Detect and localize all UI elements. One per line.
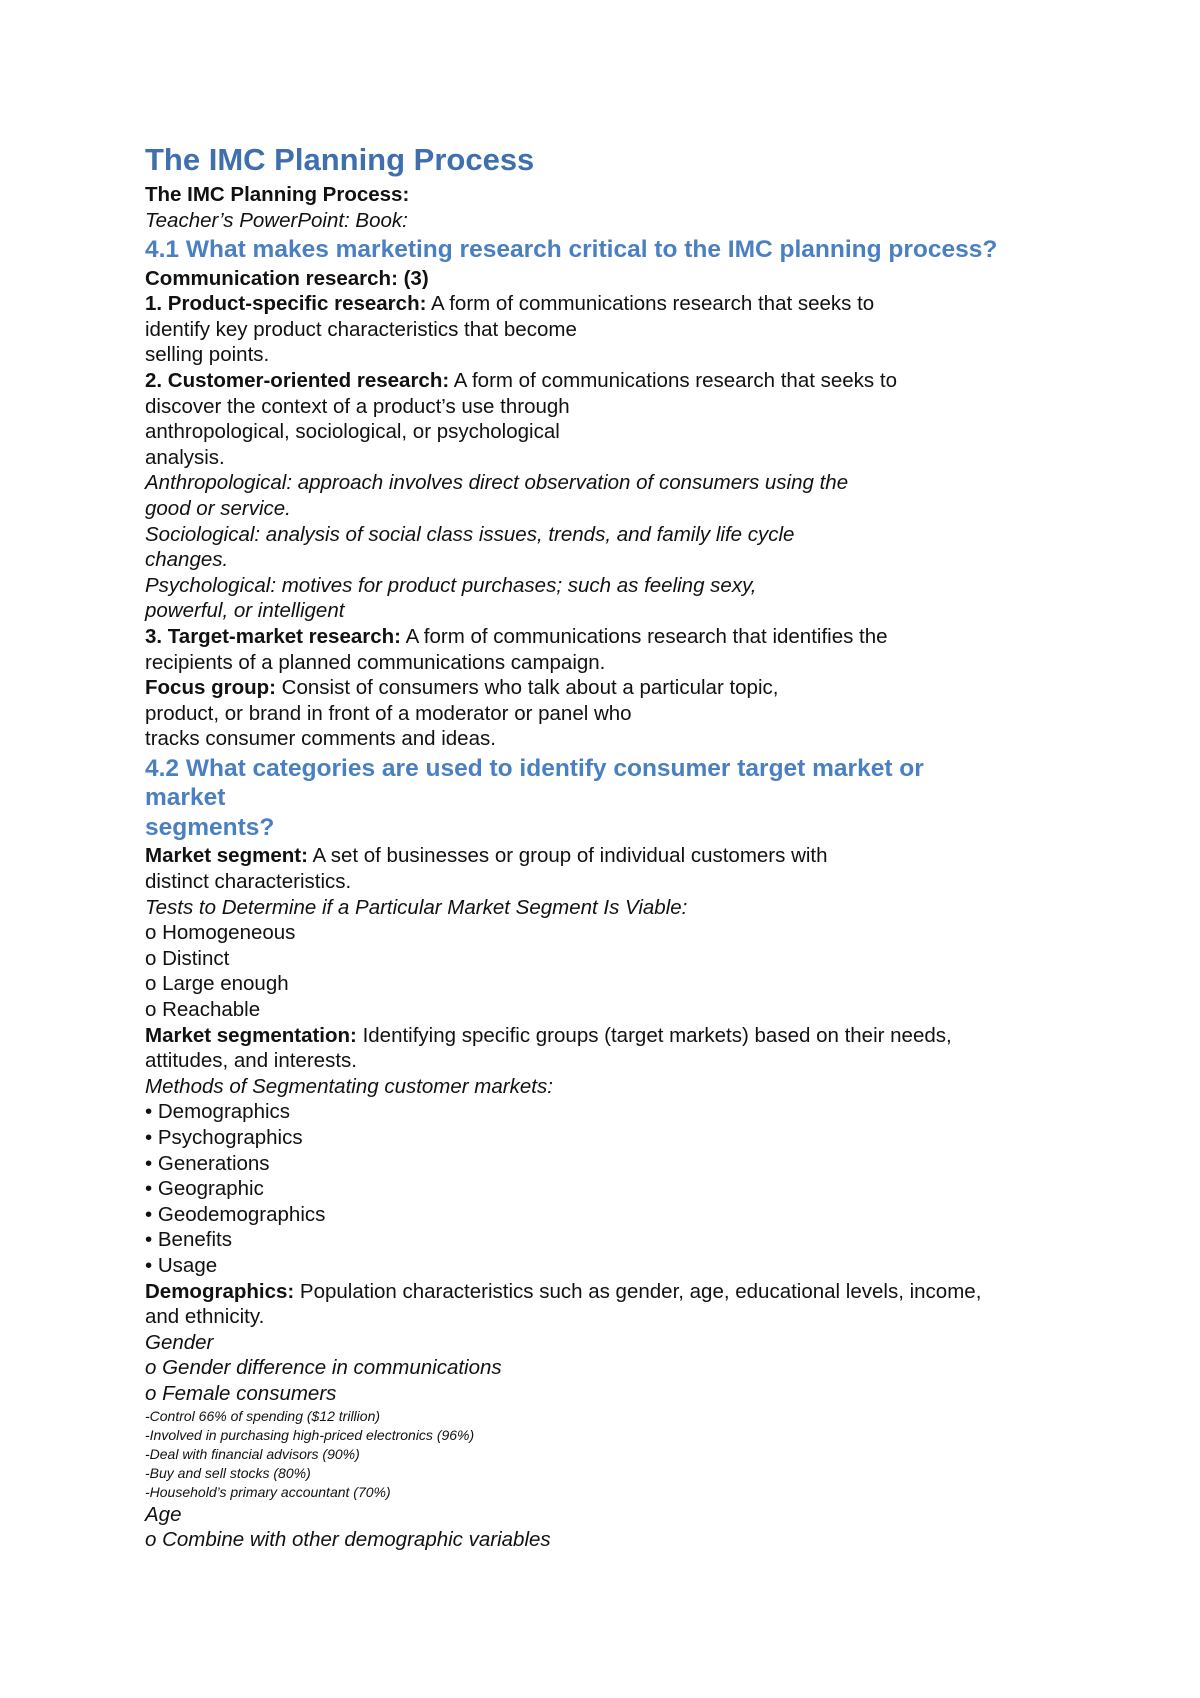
gender-heading: Gender [145,1330,214,1354]
list-item: o Female consumers [145,1381,337,1405]
heading-line: market [145,784,226,812]
methods-heading: Methods of Segmentating customer markets: [145,1074,553,1098]
text-line: analysis. [145,445,225,469]
list-item: o Large enough [145,972,289,996]
italic-line: Psychological: motives for product purchases; such as feeling sexy, [145,573,757,597]
term-label: Market segmentation: [145,1023,357,1047]
text-line: identify key product characteristics that become [145,317,577,341]
text-line: recipients of a planned communications campaign. [145,650,606,674]
list-item: • Generations [145,1151,270,1175]
list-item: • Psychographics [145,1126,303,1149]
text-line: tracks consumer comments and ideas. [145,727,496,751]
list-item: • Geographic [145,1177,264,1201]
market-segment-definition [145,843,1105,869]
focus-group-definition [145,675,1105,701]
list-item: • Demographics [145,1100,291,1124]
italic-line: powerful, or intelligent [145,599,345,623]
list-item: o Homogeneous [145,921,296,945]
term-text: Identifying specific groups (target markets) based on their needs, [356,1023,952,1047]
italic-line: changes. [145,548,229,572]
term-text: Population characteristics such as gender, age, educational levels, income, [294,1279,982,1303]
subtitle: The IMC Planning Process: [145,183,410,206]
age-heading: Age [145,1502,182,1526]
teacher-line: Teacher’s PowerPoint: Book: [145,208,408,232]
market-segmentation-definition [145,1023,1105,1049]
italic-line: Sociological: analysis of social class issues, trends, and family life cycle [145,522,795,546]
item-customer-oriented [145,368,1105,394]
text-line: discover the context of a product’s use through [145,394,570,418]
item-text: A form of communications research that seeks to [449,369,897,393]
item-text: A form of communications research that seeks to [426,292,875,316]
heading-line: 4.2 What categories are used to identify consumer target market or [145,754,924,782]
term-label: Market segment: [145,844,308,868]
list-item: o Reachable [145,998,261,1022]
text-line: anthropological, sociological, or psychological [145,420,560,444]
italic-line: good or service. [145,497,291,521]
section-heading-4-2 [145,754,1105,843]
text-line: product, or brand in front of a moderator or panel who [145,701,632,725]
list-item: o Combine with other demographic variables [145,1528,551,1552]
item-text: A form of communications research that identifies the [401,625,888,648]
list-item: • Usage [145,1253,218,1277]
text-line: attitudes, and interests. [145,1049,357,1073]
term-text: Consist of consumers who talk about a particular topic, [275,676,779,700]
list-item: • Geodemographics [145,1202,326,1226]
heading-line: segments? [145,813,275,841]
list-item: • Benefits [145,1228,232,1252]
document-page [145,140,1105,1553]
demographics-definition [145,1279,1105,1305]
item-target-market [145,624,1105,650]
item-label: 2. Customer-oriented research: [145,369,450,393]
term-label: Focus group: [145,676,276,700]
document-title: The IMC Planning Process [145,142,535,177]
list-item: o Gender difference in communications [145,1356,502,1380]
term-label: Demographics: [145,1279,295,1303]
stat-line: -Involved in purchasing high-priced electronics (96%) [145,1426,475,1443]
stat-line: -Household’s primary accountant (70%) [145,1483,391,1500]
list-item: o Distinct [145,946,230,970]
text-line: distinct characteristics. [145,870,352,894]
italic-line: Anthropological: approach involves direct observation of consumers using the [145,471,849,495]
item-label: 1. Product-specific research: [145,292,427,316]
text-line: selling points. [145,343,270,367]
term-text: A set of businesses or group of individual customers with [307,844,828,868]
item-label: 3. Target-market research: [145,625,401,648]
stat-line: -Control 66% of spending ($12 trillion) [145,1407,381,1424]
section-heading-4-1: 4.1 What makes marketing research critical to the IMC planning process? [145,236,998,264]
tests-heading: Tests to Determine if a Particular Market Segment Is Viable: [145,895,688,919]
item-product-specific [145,291,1105,317]
stat-line: -Buy and sell stocks (80%) [145,1464,311,1481]
text-line: and ethnicity. [145,1305,265,1329]
stat-line: -Deal with financial advisors (90%) [145,1445,360,1462]
communication-research-heading: Communication research: (3) [145,266,429,290]
